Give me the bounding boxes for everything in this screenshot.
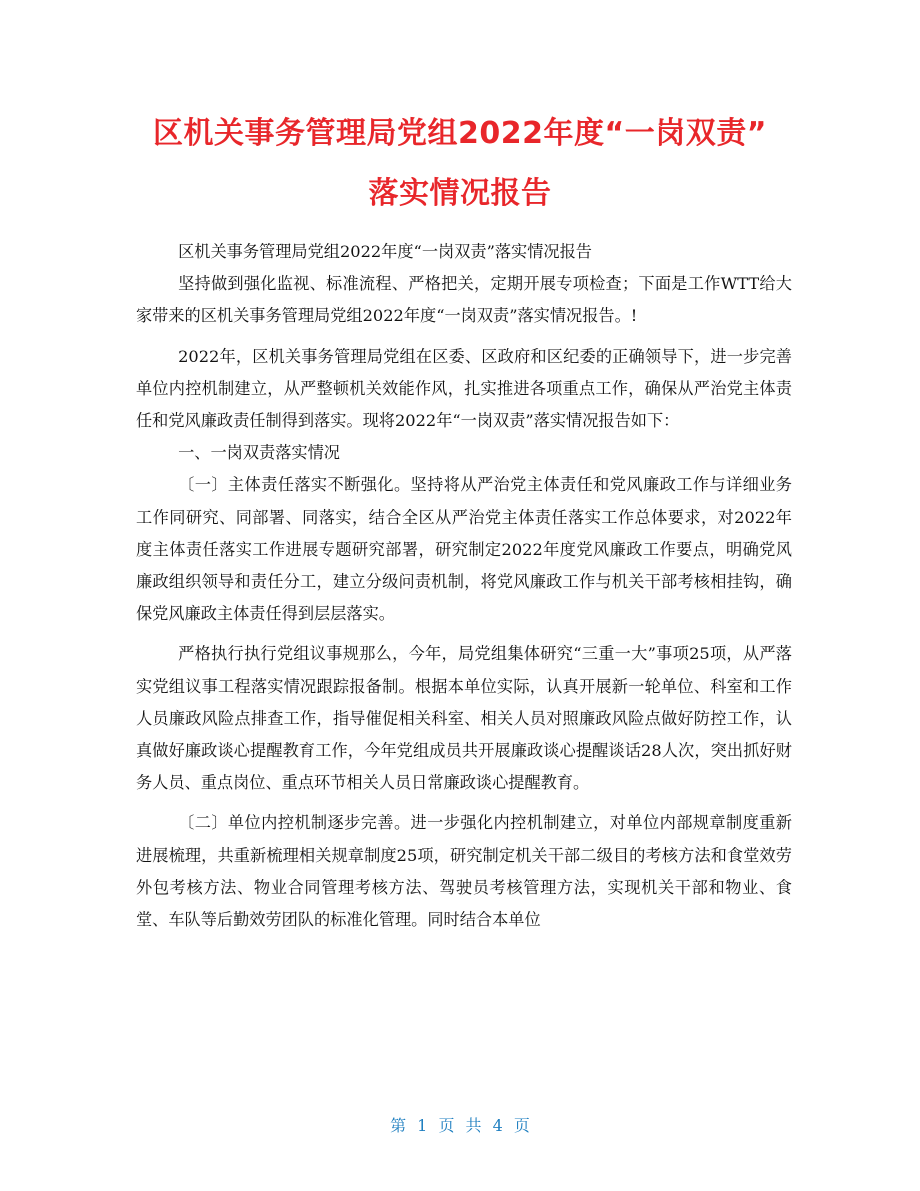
document-title-line-1: 区机关事务管理局党组2022年度“一岗双责” — [153, 116, 767, 151]
document-title-line-2: 落实情况报告 — [368, 176, 552, 211]
paragraph-discussion-rules: 严格执行执行党组议事规那么，今年，局党组集体研究“三重一大”事项25项，从严落实党组议事工程落实情况跟踪报备制。根据本单位实际，认真开展新一轮单位、科室和工作人员廉政风险点排查工作，指导催促相关科室、相关人员对照廉政风险点做好防控工作，认真做好廉政谈心提醒教育工作，今年党组成员共开展廉政谈心提醒谈话28人次，突出抓好财务人员、重点岗位、重点环节相关人员日常廉政谈心提醒教育。 — [136, 644, 792, 793]
page-number-footer: 第 1 页 共 4 页 — [390, 1116, 530, 1135]
paragraph-subsection-2: 〔二〕单位内控机制逐步完善。进一步强化内控机制建立，对单位内部规章制度重新进展梳理，共重新梳理相关规章制度25项，研究制定机关干部二级目的考核方法和食堂效劳外包考核方法、物业合同管理考核方法、驾驶员考核管理方法，实现机关干部和物业、食堂、车队等后勤效劳团队的标准化管理。同时结合本单位 — [136, 813, 792, 930]
paragraph-subsection-1: 〔一〕主体责任落实不断强化。坚持将从严治党主体责任和党风廉政工作与详细业务工作同研究、同部署、同落实，结合全区从严治党主体责任落实工作总体要求，对2022年度主体责任落实工作进展专题研究部署，研究制定2022年度党风廉政工作要点，明确党风廉政组织领导和责任分工，建立分级问责机制，将党风廉政工作与机关干部考核相挂钩，确保党风廉政主体责任得到层层落实。 — [136, 475, 792, 624]
document-body — [136, 236, 792, 936]
paragraph-overview: 2022年，区机关事务管理局党组在区委、区政府和区纪委的正确领导下，进一步完善单位内控机制建立，从严整顿机关效能作风，扎实推进各项重点工作，确保从严治党主体责任和党风廉政责任制得到落实。现将2022年“一岗双责”落实情况报告如下： — [136, 346, 792, 431]
paragraph-report-heading: 区机关事务管理局党组2022年度“一岗双责”落实情况报告 — [178, 242, 592, 261]
section-heading-1: 一、一岗双责落实情况 — [178, 443, 340, 463]
paragraph-intro: 坚持做到强化监视、标准流程、严格把关，定期开展专项检查；下面是工作WTT给大家带来的区机关事务管理局党组2022年度“一岗双责”落实情况报告。! — [136, 274, 792, 326]
